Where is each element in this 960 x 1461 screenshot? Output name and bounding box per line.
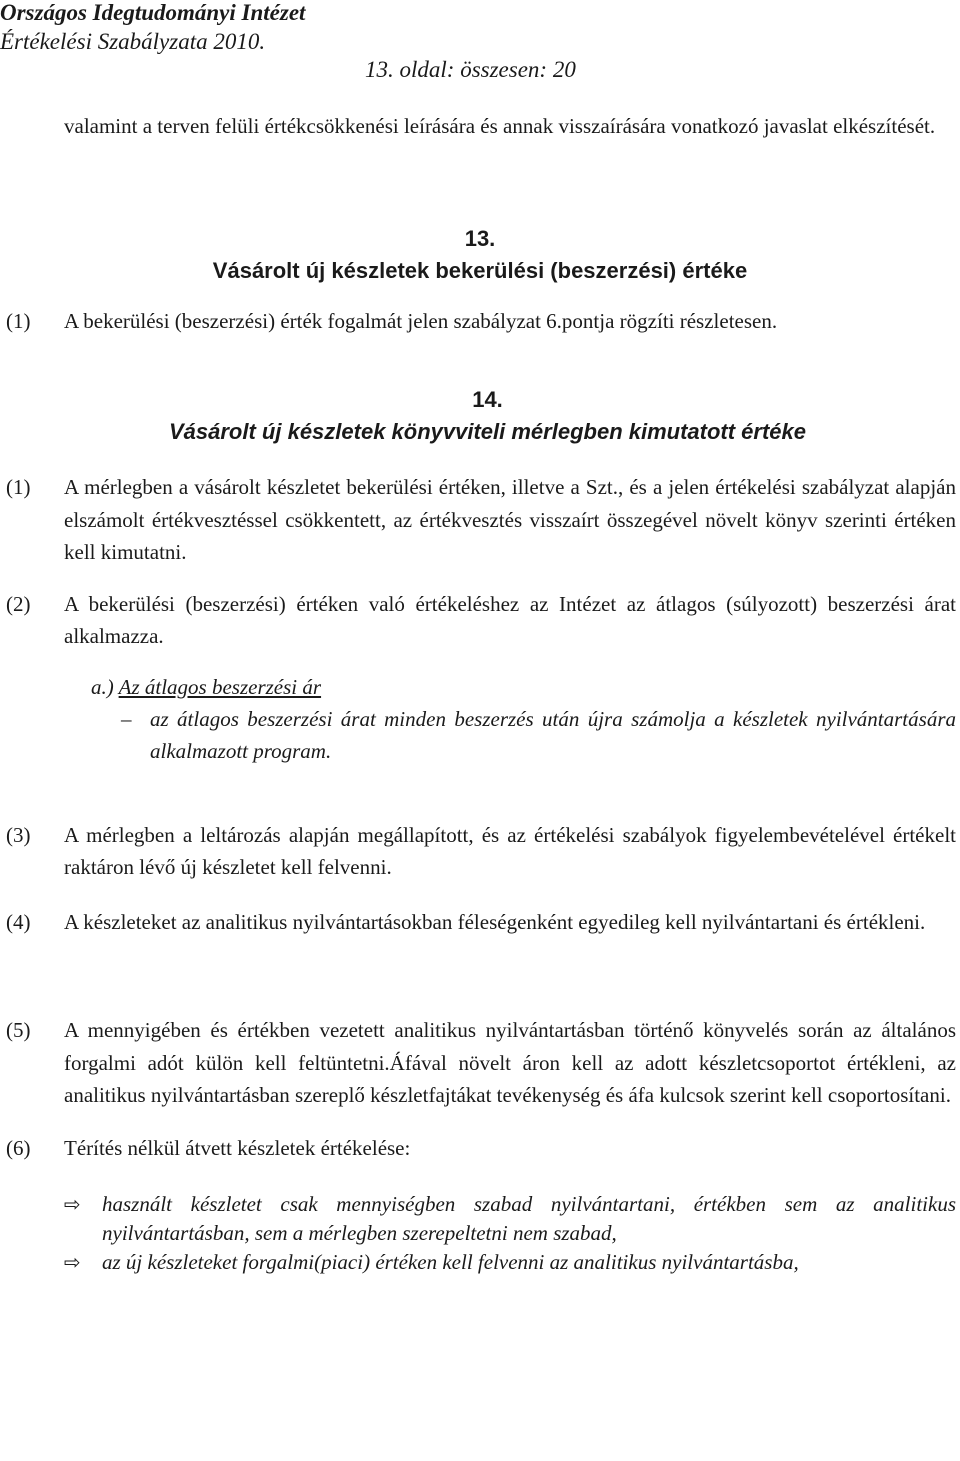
sec14-paragraph-5 [0, 1014, 960, 1112]
paragraph-text: Térítés nélkül átvett készletek értékelése: [64, 1135, 411, 1160]
subsection-a-label: a.) [91, 674, 114, 699]
paragraph-text: A bekerülési (beszerzési) érték fogalmát jelen szabályzat 6.pontja rögzíti részletesen. [64, 308, 778, 333]
sec14-paragraph-6 [0, 1132, 960, 1165]
sec14-paragraph-3 [0, 819, 960, 884]
paragraph-number: (6) [6, 1135, 31, 1160]
arrow-item-text: az új készleteket forgalmi(piaci) értéken kell felvenni az analitikus nyilvántartásba, [102, 1250, 799, 1274]
section-14-heading [0, 385, 960, 449]
sec14-paragraph-2 [0, 588, 960, 653]
paragraph-number: (3) [6, 822, 31, 847]
sec14-paragraph-4 [0, 906, 960, 939]
section-14-number: 14. [472, 387, 503, 412]
paragraph-text: A mérlegben a vásárolt készletet bekerülési értéken, illetve a Szt., és a jelen értékelési szabályzat alapján elszámolt értékvesztéssel csökkentett, az értékvesztés visszaírt összegével növelt könyv szerinti értéken kell kimutatni. [64, 475, 956, 564]
dash-item-text: az átlagos beszerzési árat minden beszerzés után újra számolja a készletek nyilvántartására alkalmazott program. [150, 706, 956, 763]
dash-list-item [0, 703, 960, 767]
section-14-title: Vásárolt új készletek könyvviteli mérlegben kimutatott értéke [168, 419, 807, 444]
subsection-a-title: Az átlagos beszerzési ár [118, 674, 322, 699]
section-13-heading [0, 224, 960, 288]
arrow-right-icon: ⇨ [64, 1250, 81, 1274]
section-13-number: 13. [464, 225, 496, 251]
arrow-right-icon: ⇨ [64, 1192, 81, 1216]
dash-bullet: – [121, 706, 132, 731]
paragraph-text: A bekerülési (beszerzési) értéken való értékeléshez az Intézet az átlagos (súlyozott) beszerzési árat alkalmazza. [64, 591, 956, 648]
arrow-list-item [0, 1248, 960, 1277]
paragraph-number: (5) [6, 1018, 31, 1042]
header-document-title: Értékelési Szabályzata 2010. [0, 29, 266, 54]
header-organization: Országos Idegtudományi Intézet [0, 0, 306, 25]
arrow-list-item [0, 1190, 960, 1248]
paragraph-number: (4) [6, 909, 31, 934]
paragraph-number: (1) [6, 308, 31, 333]
subsection-a-heading [0, 671, 960, 703]
paragraph-text: A készleteket az analitikus nyilvántartásokban féleségenként egyedileg kell nyilvántartani és értékleni. [64, 909, 926, 934]
sec14-paragraph-1 [0, 471, 960, 569]
intro-paragraph [0, 110, 960, 143]
arrow-item-text: használt készletet csak mennyiségben szabad nyilvántartani, értékben sem az analitikus nyilvántartásban, sem a mérlegben szerepeltetni nem szabad, [102, 1192, 956, 1245]
paragraph-text: A mérlegben a leltározás alapján megállapított, és az értékelési szabályok figyelembevételével értékelt raktáron lévő új készletet kell felvenni. [64, 822, 956, 879]
page-counter: 13. oldal: összesen: 20 [365, 57, 576, 82]
paragraph-number: (2) [6, 591, 31, 616]
paragraph-number: (1) [6, 475, 31, 499]
sec13-paragraph-1 [0, 305, 960, 338]
paragraph-text: A mennyigében és értékben vezetett analitikus nyilvántartásban történő könyvelés során az általános forgalmi adót külön kell feltüntetni.Áfával növelt áron kell az adott készletcsoportot értékleni, az analitikus nyilvántartásban szereplő készletfajtákat tevékenység és áfa kulcsok szerint kell csoportosítani. [64, 1018, 956, 1107]
intro-text: valamint a terven felüli értékcsökkenési leírására és annak visszaírására vonatkozó javaslat elkészítését. [64, 114, 936, 138]
document-body [0, 110, 960, 1277]
section-13-title: Vásárolt új készletek bekerülési (beszerzési) értéke [212, 257, 748, 283]
